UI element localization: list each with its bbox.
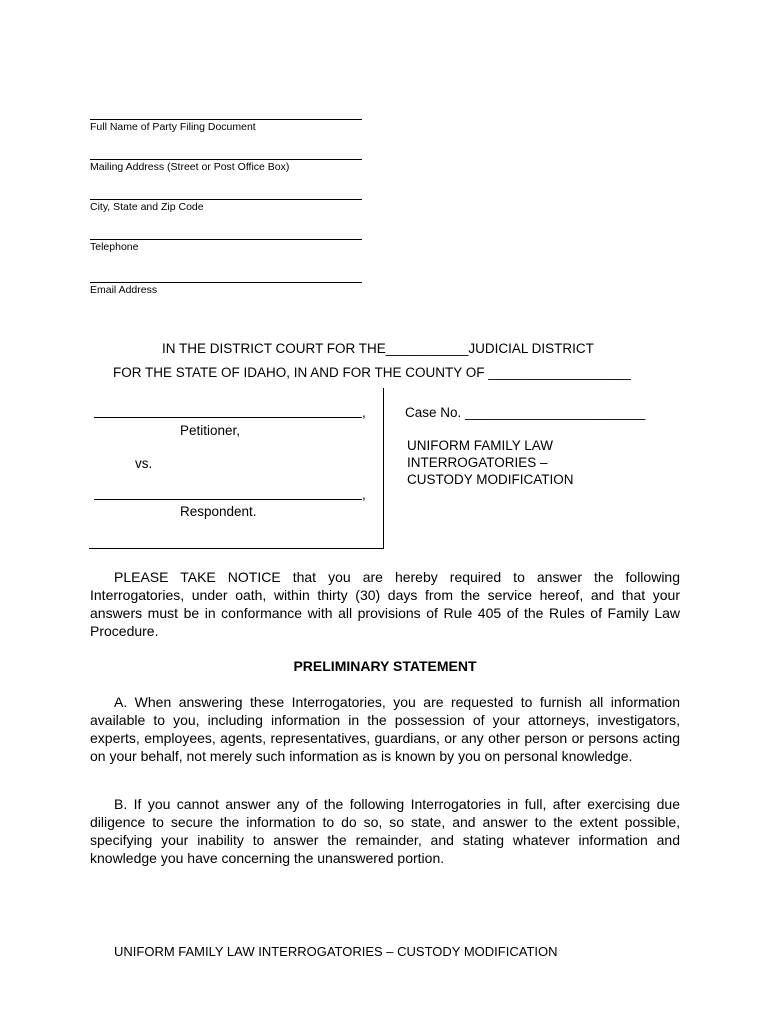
telephone-label: Telephone xyxy=(90,241,139,253)
respondent-name-line[interactable] xyxy=(94,499,362,500)
mailing-address-label: Mailing Address (Street or Post Office Box) xyxy=(90,161,290,173)
document-title-line-1: UNIFORM FAMILY LAW xyxy=(407,438,554,453)
notice-paragraph: PLEASE TAKE NOTICE that you are hereby required to answer the following Interrogatories, under oath, within thirty (30) days from the service hereof, and that your answers must be in conformance with all provisions of Rule 405 of the Rules of Family Law Procedure. xyxy=(90,569,680,639)
document-title-line-3: CUSTODY MODIFICATION xyxy=(407,472,574,487)
versus-label: vs. xyxy=(135,456,153,471)
paragraph-b: B. If you cannot answer any of the following Interrogatories in full, after exercising due diligence to secure the information to do so, so state, and answer to the extent possible, specifying your inability to answer the remainder, and stating whatever information and knowledge you have concerning the unanswered portion. xyxy=(90,796,680,866)
petitioner-comma: , xyxy=(362,405,366,420)
telephone-line[interactable] xyxy=(90,239,362,240)
email-line[interactable] xyxy=(90,282,362,283)
petitioner-label: Petitioner, xyxy=(180,423,241,438)
case-number-field[interactable]: Case No. ________________________ xyxy=(405,405,646,420)
city-state-zip-label: City, State and Zip Code xyxy=(90,201,204,213)
email-label: Email Address xyxy=(90,284,158,296)
caption-bottom-rule xyxy=(89,548,384,549)
mailing-address-line[interactable] xyxy=(90,159,362,160)
page-footer: UNIFORM FAMILY LAW INTERROGATORIES – CUSTODY MODIFICATION xyxy=(114,944,558,959)
petitioner-name-line[interactable] xyxy=(94,417,362,418)
court-line-2: FOR THE STATE OF IDAHO, IN AND FOR THE COUNTY OF ___________________ xyxy=(113,365,631,380)
document-title-line-2: INTERROGATORIES – xyxy=(407,455,548,470)
caption-divider xyxy=(383,388,384,548)
full-name-line[interactable] xyxy=(90,119,362,120)
paragraph-a: A. When answering these Interrogatories, you are requested to furnish all information available to you, including information in the possession of your attorneys, investigators, experts, employees, agents, representatives, guardians, or any other person or persons acting on your behalf, not merely such information as is known by you on personal knowledge. xyxy=(90,694,680,764)
court-line-1: IN THE DISTRICT COURT FOR THE___________JUDICIAL DISTRICT xyxy=(162,341,594,356)
respondent-label: Respondent. xyxy=(180,504,257,519)
preliminary-heading: PRELIMINARY STATEMENT xyxy=(293,658,477,674)
city-state-zip-line[interactable] xyxy=(90,199,362,200)
respondent-comma: , xyxy=(362,487,366,502)
full-name-label: Full Name of Party Filing Document xyxy=(90,121,256,133)
